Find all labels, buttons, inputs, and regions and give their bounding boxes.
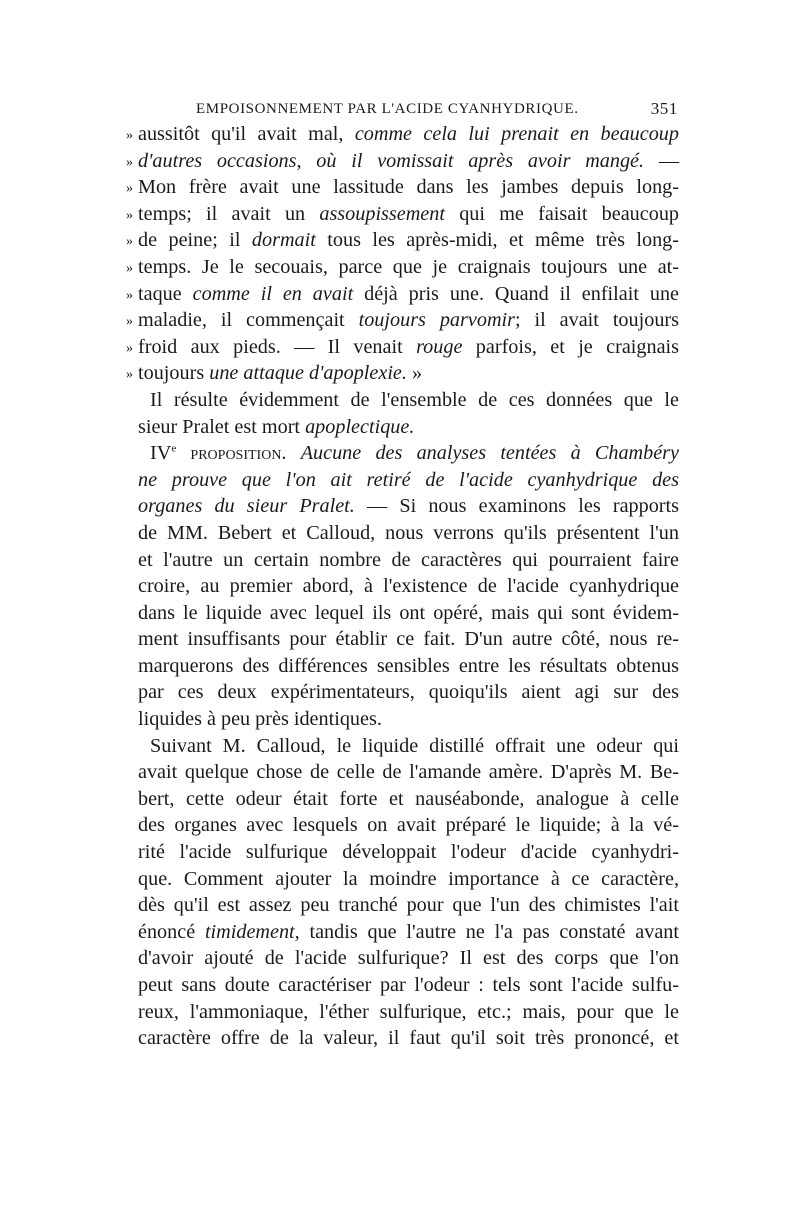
text-segment: , tandis que l'autre ne l'a pas constaté avant xyxy=(294,920,679,943)
text-segment: énoncé xyxy=(138,920,205,943)
text-line xyxy=(138,706,679,733)
text-segment: Suivant M. Calloud, le liquide distillé offrait une odeur qui xyxy=(150,734,679,757)
text-line xyxy=(126,334,679,361)
text-line xyxy=(126,148,679,175)
italic-text: apoplectique. xyxy=(305,415,415,438)
italic-text: organes du sieur Pralet. xyxy=(138,495,355,518)
text-segment: bert, cette odeur était forte et nauséabonde, analogue à celle xyxy=(138,787,679,810)
text-line xyxy=(138,786,679,813)
text-segment: et l'autre un certain nombre de caractères qui pourraient faire xyxy=(138,548,679,571)
text-segment xyxy=(176,442,190,464)
italic-text: timidement xyxy=(204,920,295,943)
text-segment: dès qu'il est assez peu tranché pour que l'un des chimistes l'ait xyxy=(138,894,679,917)
text-line xyxy=(138,679,679,706)
italic-text: Aucune des analyses tentées à Chambéry xyxy=(300,442,679,465)
text-line xyxy=(138,812,679,839)
text-line xyxy=(126,121,679,148)
text-line xyxy=(138,892,679,919)
text-line xyxy=(138,972,679,999)
running-header xyxy=(138,95,678,123)
text-line xyxy=(138,387,679,414)
quote-marker: » xyxy=(126,340,133,356)
quote-marker: » xyxy=(126,287,133,303)
text-segment: — xyxy=(644,149,679,172)
quote-marker: » xyxy=(126,181,133,197)
italic-text: toujours parvomir xyxy=(358,309,515,332)
text-segment: peut sans doute caractériser par l'odeur : tels sont l'acide sulfu- xyxy=(138,974,679,996)
text-line xyxy=(126,254,679,281)
italic-text: assoupissement xyxy=(319,202,445,225)
text-segment: IV xyxy=(150,442,172,465)
text-segment: e xyxy=(171,442,177,455)
text-line xyxy=(138,493,679,520)
text-line xyxy=(138,467,679,494)
text-segment: temps; il avait un xyxy=(138,202,320,225)
text-segment: marquerons des différences sensibles entre les résultats obtenus xyxy=(138,654,679,677)
text-segment: Il résulte évidemment de l'ensemble de ces données que le xyxy=(150,388,679,411)
text-segment: tous les après-midi, et même très long- xyxy=(315,229,679,252)
text-line xyxy=(126,227,679,254)
text-segment: reux, l'ammoniaque, l'éther sulfurique, etc.; mais, pour que le xyxy=(138,1000,679,1023)
text-line xyxy=(126,307,679,334)
text-line xyxy=(138,653,679,680)
italic-text: une attaque d'apoplexie. xyxy=(209,362,407,385)
text-line xyxy=(138,573,679,600)
text-line xyxy=(138,999,679,1026)
text-segment: d'avoir ajouté de l'acide sulfurique? Il est des corps que l'on xyxy=(138,947,679,970)
text-line xyxy=(126,360,679,387)
quote-marker: » xyxy=(126,367,133,383)
italic-text: comme il en avait xyxy=(192,282,354,305)
text-segment: rité l'acide sulfurique développait l'odeur d'acide cyanhydri- xyxy=(138,841,679,864)
text-segment: , xyxy=(296,149,317,172)
text-segment: temps. Je le secouais, parce que je craignais toujours une at- xyxy=(138,255,679,278)
text-segment: aussitôt qu'il avait mal, xyxy=(138,123,355,145)
text-segment: ment insuffisants pour établir ce fait. D'un autre côté, nous re- xyxy=(138,628,679,651)
text-segment: ; il avait toujours xyxy=(514,309,679,332)
text-line xyxy=(138,919,679,946)
text-segment: par ces deux expérimentateurs, quoiqu'ils aient agi sur des xyxy=(138,681,679,704)
quote-marker: » xyxy=(126,234,133,250)
text-segment: de MM. Bebert et Calloud, nous verrons qu'ils présentent l'un xyxy=(138,521,679,544)
text-segment: que. Comment ajouter la moindre importance à ce caractère, xyxy=(138,867,679,890)
text-segment: » xyxy=(406,362,423,385)
text-segment: avait quelque chose de celle de l'amande amère. D'après M. Be- xyxy=(138,761,679,784)
page-number: 351 xyxy=(650,99,678,118)
text-line xyxy=(138,759,679,786)
text-segment: liquides à peu près identiques. xyxy=(138,708,382,731)
text-segment: croire, au premier abord, à l'existence de l'acide cyanhydrique xyxy=(138,575,679,598)
text-line xyxy=(126,201,680,228)
text-line xyxy=(138,414,679,441)
italic-text: où il vomissait après avoir mangé. xyxy=(316,149,645,172)
text-line xyxy=(138,1025,679,1052)
text-segment xyxy=(286,442,300,464)
text-segment: toujours xyxy=(138,362,210,385)
text-segment: taque xyxy=(138,282,193,305)
quote-marker: » xyxy=(126,314,133,330)
text-segment: parfois, et je craignais xyxy=(462,335,679,358)
text-line xyxy=(126,281,680,308)
quote-marker: » xyxy=(126,154,133,170)
italic-text: rouge xyxy=(416,335,463,358)
text-segment: de peine; il xyxy=(138,229,252,252)
small-caps-text: proposition. xyxy=(190,442,287,465)
text-line xyxy=(138,866,679,893)
italic-text: ne prouve que l'on ait retiré de l'acide cyanhydrique des xyxy=(138,468,679,491)
text-segment: — Si nous examinons les rapports xyxy=(354,495,679,518)
text-segment: maladie, il commençait xyxy=(138,309,359,332)
italic-text: comme cela lui prenait en beaucoup xyxy=(354,123,679,145)
text-line xyxy=(138,520,679,547)
text-segment: déjà pris une. Quand il enfilait une xyxy=(353,282,680,305)
text-segment: des organes avec lesquels on avait préparé le liquide; à la vé- xyxy=(138,814,679,837)
quote-marker: » xyxy=(126,207,133,223)
text-line xyxy=(138,600,679,627)
text-line xyxy=(138,626,679,653)
text-line xyxy=(138,945,679,972)
text-segment: caractère offre de la valeur, il faut qu'il soit très prononcé, et xyxy=(138,1027,679,1050)
body-text xyxy=(126,121,680,1052)
text-segment: dans le liquide avec lequel ils ont opéré, mais qui sont évidem- xyxy=(138,601,679,624)
text-line xyxy=(138,839,679,866)
text-segment: qui me faisait beaucoup xyxy=(444,202,680,225)
text-line xyxy=(138,440,679,467)
text-segment: Mon frère avait une lassitude dans les jambes depuis long- xyxy=(138,176,679,199)
italic-text: dormait xyxy=(251,229,316,252)
quote-marker: » xyxy=(126,128,133,143)
text-segment: froid aux pieds. — Il venait xyxy=(138,335,417,358)
text-segment: sieur Pralet est mort xyxy=(138,415,306,438)
running-title: EMPOISONNEMENT PAR L'ACIDE CYANHYDRIQUE. xyxy=(196,101,579,117)
italic-text: d'autres occasions xyxy=(138,149,297,172)
text-line xyxy=(138,547,679,574)
text-line xyxy=(126,174,679,201)
quote-marker: » xyxy=(126,260,133,276)
text-line xyxy=(138,733,679,760)
